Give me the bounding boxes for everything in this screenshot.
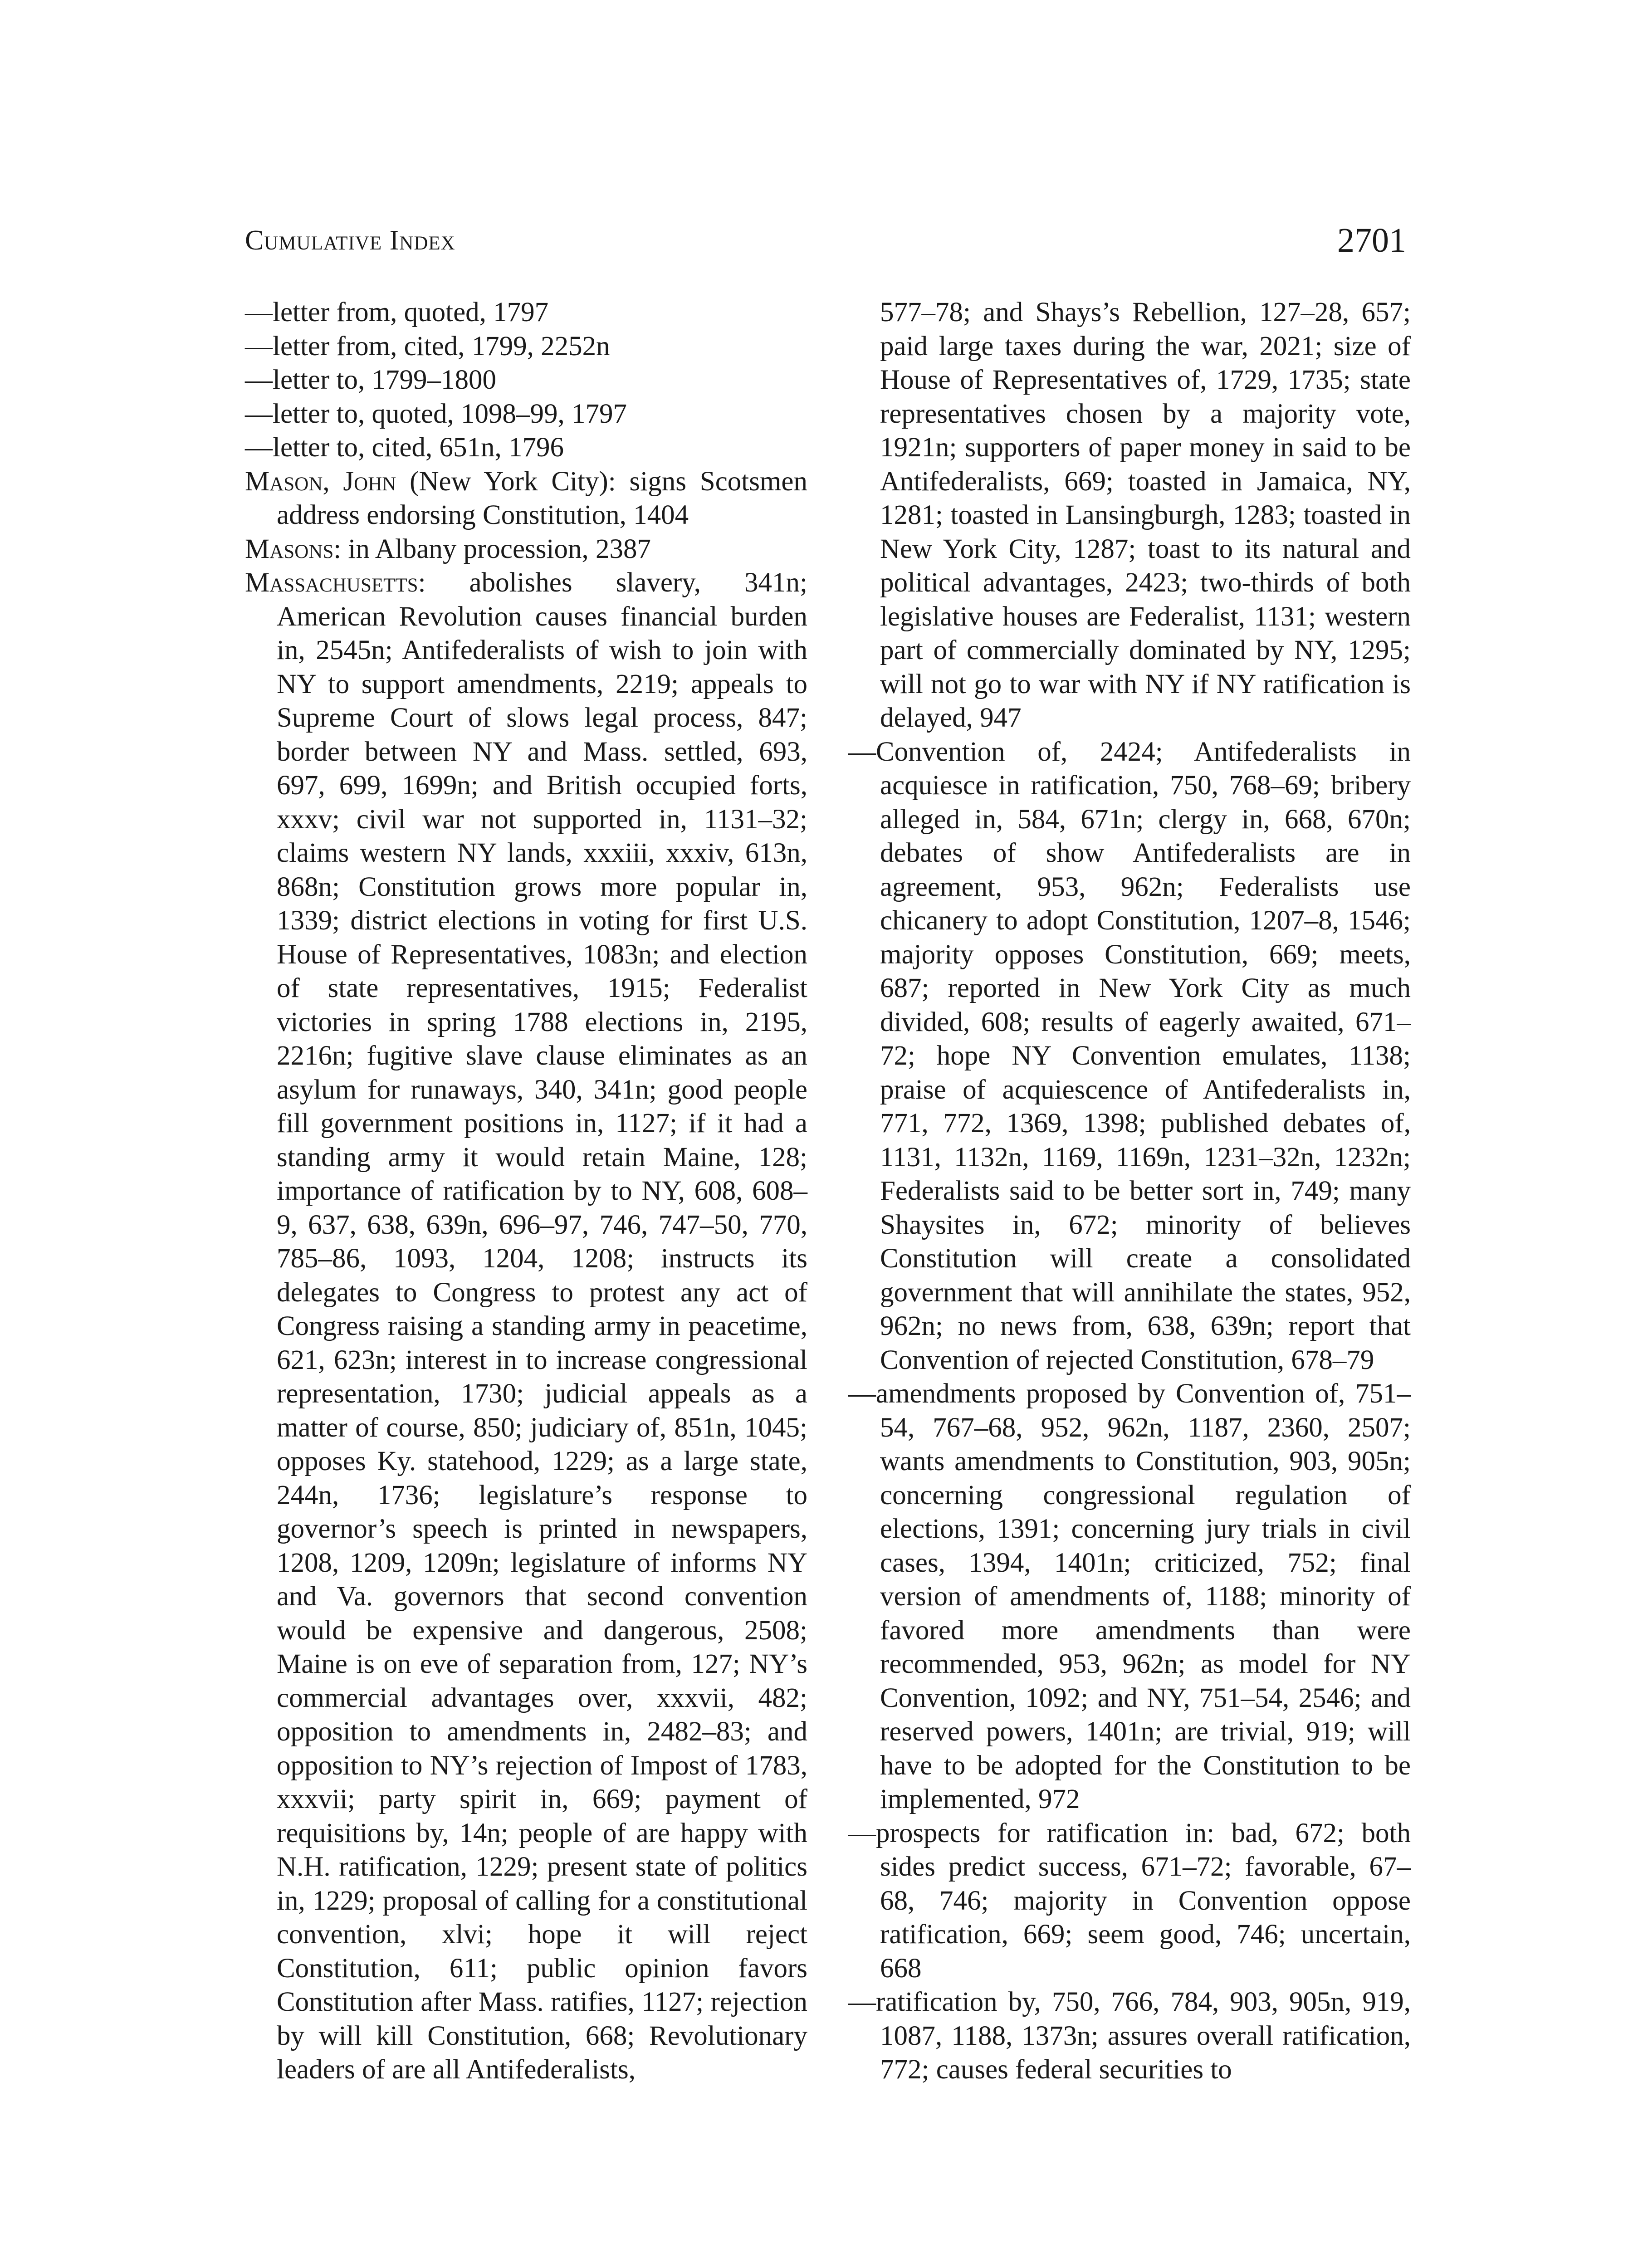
entry-text: : abolishes slavery, 341n; American Revolution causes financial burden in, 2545n; Antifederalists of wish to join with NY to support amendments, 2219; appeals to Supreme Court of slows legal process, 847; border between NY and Mass. settled, 693, 697, 699, 1699n; and British occupied forts, xxxv; civil war not supported in, 1131–32; claims western NY lands, xxxiii, xxxiv, 613n, 868n; Constitution grows more popular in, 1339; district elections in voting for first U.S. House of Representatives, 1083n; and election of state representatives, 1915; Federalist victories in spring 1788 elections in, 2195, 2216n; fugitive slave clause eliminates as an asylum for runaways, 340, 341n; good people fill government positions in, 1127; if it had a standing army it would retain Maine, 128; importance of ratification by to NY, 608, 608–9, 637, 638, 639n, 696–97, 746, 747–50, 770, 785–86, 1093, 1204, 1208; instructs its delegates to Congress to protest any act of Congress raising a standing army in peacetime, 621, 623n; interest in to increase congressional representation, 1730; judicial appeals as a matter of course, 850; judiciary of, 851n, 1045; opposes Ky. statehood, 1229; as a large state, 244n, 1736; legislature’s response to governor’s speech is printed in newspapers, 1208, 1209, 1209n; legislature of informs NY and Va. governors that second convention would be expensive and dangerous, 2508; Maine is on eve of separation from, 127; NY’s commercial advantages over, xxxvii, 482; opposition to amendments in, 2482–83; and opposition to NY’s rejection of Impost of 1783, xxxvii; party spirit in, 669; payment of requisitions by, 14n; people of are happy with N.H. ratification, 1229; present state of politics in, 1229; proposal of calling for a constitutional convention, xlvi; hope it will reject Constitution, 611; public opinion favors Constitution after Mass. ratifies, 1127; rejection by will kill Constitution, 668; Revolutionary leaders of are all Antifederalists,	[277, 567, 807, 2085]
index-subentry: —letter from, quoted, 1797	[245, 297, 549, 327]
index-entry-masons	[245, 533, 807, 567]
index-subentry-amendments: —amendments proposed by Convention of, 751–54, 767–68, 952, 962n, 1187, 2360, 2507; wants amendments to Constitution, 903, 905n; concerning congressional regulation of elections, 1391; concerning jury trials in civil cases, 1394, 1401n; criticized, 752; final version of amendments of, 1188; minority of favored more amendments than were recommended, 953, 962n; as model for NY Convention, 1092; and NY, 751–54, 2546; and reserved powers, 1401n; are trivial, 919; will have to be adopted for the Constitution to be implemented, 972	[848, 1378, 1411, 1814]
running-title: Cumulative Index	[245, 225, 455, 256]
entry-text: (New York City): signs Scotsmen address endorsing Constitution, 1404	[277, 466, 807, 530]
index-entry-continuation: 577–78; and Shays’s Rebellion, 127–28, 657; paid large taxes during the war, 2021; size of House of Representatives of, 1729, 1735; state representatives chosen by a majority vote, 1921n; supporters of paper money in said to be Antifederalists, 669; toasted in Jamaica, NY, 1281; toasted in Lansingburgh, 1283; toasted in New York City, 1287; toast to its natural and political advantages, 2423; two-thirds of both legislative houses are Federalist, 1131; western part of commercially dominated by NY, 1295; will not go to war with NY if NY ratification is delayed, 947	[880, 297, 1411, 733]
index-subentry: —letter to, 1799–1800	[245, 365, 497, 395]
page-number: 2701	[1337, 221, 1406, 259]
left-column	[245, 296, 807, 2087]
index-entry-massachusetts	[245, 566, 807, 2087]
right-column	[848, 296, 1411, 2087]
index-entry-mason-john	[245, 465, 807, 533]
headword: Massachusetts	[245, 567, 418, 598]
running-head	[245, 215, 1406, 265]
index-subentry: —letter to, cited, 651n, 1796	[245, 432, 564, 463]
index-subentry: —letter to, quoted, 1098–99, 1797	[245, 398, 627, 429]
headword: Masons	[245, 533, 334, 564]
index-subentry-convention: —Convention of, 2424; Antifederalists in acquiesce in ratification, 750, 768–69; bribery alleged in, 584, 671n; clergy in, 668, 670n; debates of show Antifederalists are in agreement, 953, 962n; Federalists use chicanery to adopt Constitution, 1207–8, 1546; majority opposes Constitution, 669; meets, 687; reported in New York City as much divided, 608; results of eagerly awaited, 671–72; hope NY Convention emulates, 1138; praise of acquiescence of Antifederalists in, 771, 772, 1369, 1398; published debates of, 1131, 1132n, 1169, 1169n, 1231–32n, 1232n; Federalists said to be better sort in, 749; many Shaysites in, 672; minority of believes Constitution will create a consolidated government that will annihilate the states, 952, 962n; no news from, 638, 639n; report that Convention of rejected Constitution, 678–79	[848, 736, 1411, 1375]
index-subentry-ratification: —ratification by, 750, 766, 784, 903, 905n, 919, 1087, 1188, 1373n; assures overall ratification, 772; causes federal securities to	[848, 1987, 1411, 2085]
index-subentry: —letter from, cited, 1799, 2252n	[245, 331, 610, 362]
index-subentry-prospects: —prospects for ratification in: bad, 672; both sides predict success, 671–72; favorable, 67–68, 746; majority in Convention oppose ratification, 669; seem good, 746; uncertain, 668	[848, 1818, 1411, 1984]
entry-text: : in Albany procession, 2387	[333, 533, 651, 564]
headword: Mason, John	[245, 466, 396, 497]
